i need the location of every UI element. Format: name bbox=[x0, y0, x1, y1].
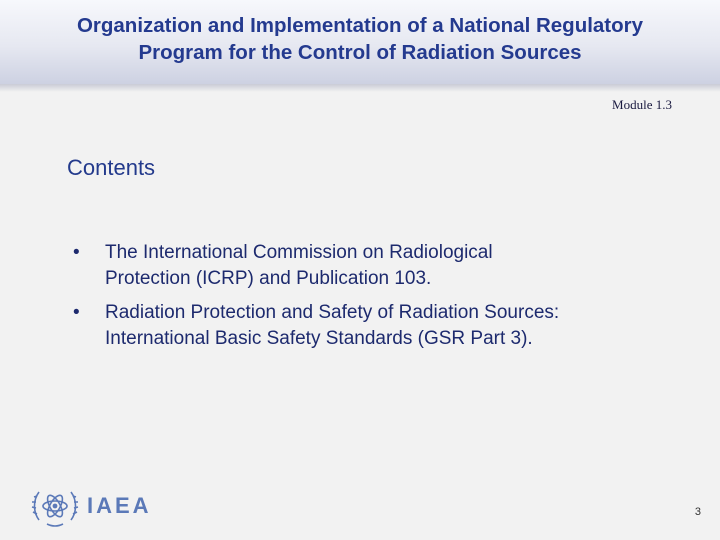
contents-list bbox=[73, 240, 673, 360]
un-emblem-icon bbox=[29, 480, 81, 532]
slide-title-line-2: Program for the Control of Radiation Sources bbox=[138, 41, 582, 64]
list-item-line-1: The International Commission on Radiological bbox=[105, 242, 493, 263]
contents-heading: Contents bbox=[67, 155, 156, 180]
module-label: Module 1.3 bbox=[612, 97, 672, 112]
header-shadow bbox=[0, 84, 720, 92]
list-item-line-1: Radiation Protection and Safety of Radiation Sources: bbox=[105, 302, 560, 323]
list-item-line-2: Protection (ICRP) and Publication 103. bbox=[105, 268, 432, 289]
list-item-line-2: International Basic Safety Standards (GSR Part 3). bbox=[105, 328, 533, 349]
slide-title bbox=[20, 12, 700, 66]
slide-title-line-1: Organization and Implementation of a National Regulatory bbox=[76, 14, 644, 37]
list-item bbox=[73, 300, 673, 352]
bullet-icon: • bbox=[73, 302, 80, 323]
iaea-logo bbox=[29, 480, 152, 532]
iaea-wordmark: IAEA bbox=[87, 493, 152, 518]
page-number: 3 bbox=[694, 506, 701, 518]
list-item bbox=[73, 240, 673, 292]
bullet-icon: • bbox=[73, 242, 80, 263]
